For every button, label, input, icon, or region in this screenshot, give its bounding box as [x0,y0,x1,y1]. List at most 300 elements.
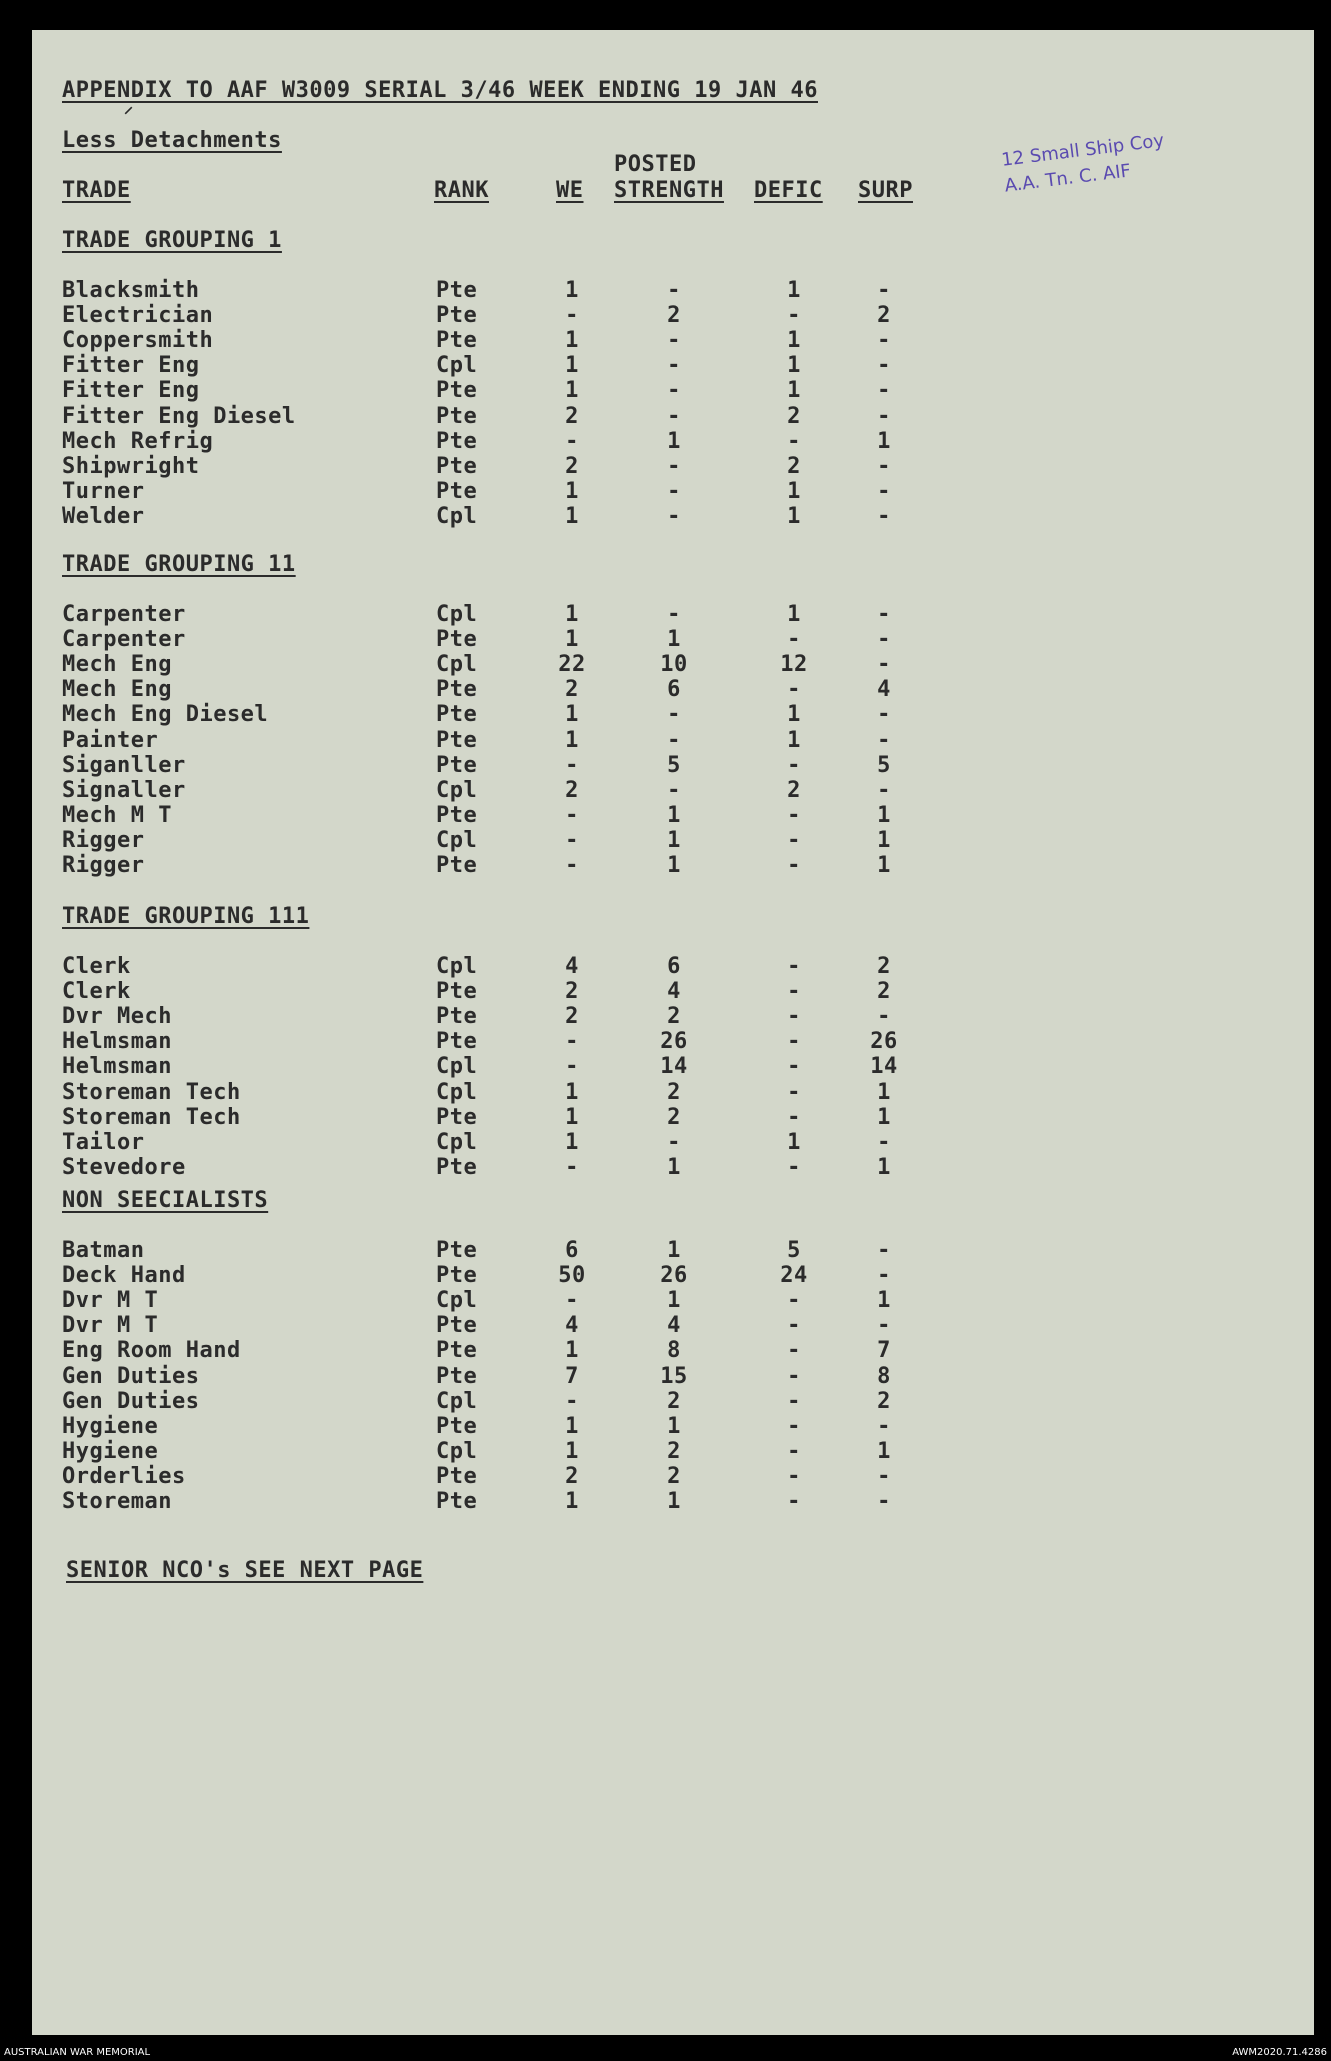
cell-surp: 1 [877,428,891,454]
cell-defic: 1 [787,478,801,504]
cell-posted: - [667,503,681,529]
cell-defic: - [787,428,801,454]
cell-rank: Cpl [436,652,478,678]
table-row [32,652,1314,677]
cell-rank: Cpl [436,353,478,379]
cell-we: 1 [565,702,579,728]
table-row [32,378,1314,403]
cell-trade: Dvr M T [62,1288,159,1314]
table-row [32,1238,1314,1263]
cell-rank: Pte [436,303,478,329]
table-row [32,1054,1314,1079]
cell-defic: 1 [787,602,801,627]
cell-rank: Pte [436,378,478,404]
cell-rank: Pte [436,428,478,454]
table-row [32,753,1314,778]
cell-we: 1 [565,627,579,653]
cell-surp: - [877,1463,891,1489]
cell-posted: 2 [667,303,681,329]
cell-we: 2 [565,1004,579,1030]
cell-posted: 1 [667,1489,681,1514]
cell-posted: 4 [667,1313,681,1339]
cell-we: 2 [565,1463,579,1489]
cell-trade: Mech Eng [62,677,172,703]
cell-posted: 1 [667,428,681,454]
cell-posted: 4 [667,979,681,1005]
cell-posted: 26 [660,1263,688,1289]
cell-trade: Orderlies [62,1463,186,1489]
table-row [32,677,1314,702]
cell-we: 2 [565,403,579,429]
cell-defic: - [787,627,801,653]
cell-trade: Clerk [62,979,131,1005]
cell-we: 1 [565,353,579,379]
cell-we: 50 [558,1263,586,1289]
cell-trade: Batman [62,1238,145,1263]
cell-surp: 7 [877,1338,891,1364]
cell-rank: Pte [436,802,478,828]
cell-posted: 6 [667,954,681,979]
cell-surp: 14 [870,1054,898,1080]
cell-trade: Siganller [62,752,186,778]
cell-trade: Deck Hand [62,1263,186,1289]
cell-defic: 1 [787,1129,801,1155]
cell-rank: Pte [436,1363,478,1389]
cell-rank: Pte [436,1338,478,1364]
cell-trade: Gen Duties [62,1388,200,1414]
table-row [32,1389,1314,1414]
cell-posted: - [667,777,681,803]
cell-defic: 2 [787,453,801,479]
cell-surp: 1 [877,1438,891,1464]
document-page [32,30,1314,2035]
tick-mark: ⸍ [124,104,133,125]
cell-trade: Painter [62,727,159,753]
cell-trade: Stevedore [62,1154,186,1180]
cell-surp: 1 [877,1154,891,1180]
cell-we: - [565,752,579,778]
cell-we: 2 [565,777,579,803]
cell-rank: Pte [436,403,478,429]
col-posted-top: POSTED [614,152,697,177]
document-title: APPENDIX TO AAF W3009 SERIAL 3/46 WEEK ENDING 19 JAN 46 [62,78,818,103]
cell-we: 1 [565,378,579,404]
cell-trade: Helmsman [62,1054,172,1080]
cell-surp: - [877,1313,891,1339]
table-row [32,1313,1314,1338]
cell-defic: - [787,1029,801,1055]
cell-trade: Clerk [62,954,131,979]
cell-rank: Pte [436,752,478,778]
cell-defic: - [787,954,801,979]
cell-rank: Pte [436,853,478,878]
table-row [32,803,1314,828]
cell-we: - [565,1054,579,1080]
table-row [32,602,1314,627]
table-row [32,954,1314,979]
table-row [32,728,1314,753]
cell-surp: - [877,1129,891,1155]
cell-rank: Pte [436,478,478,504]
cell-trade: Dvr Mech [62,1004,172,1030]
document-subtitle: Less Detachments [62,128,282,153]
cell-we: 22 [558,652,586,678]
cell-defic: 2 [787,403,801,429]
cell-rank: Pte [436,278,478,303]
cell-we: 6 [565,1238,579,1263]
cell-defic: - [787,1388,801,1414]
table-row [32,328,1314,353]
cell-surp: - [877,328,891,354]
cell-surp: 2 [877,303,891,329]
cell-posted: - [667,353,681,379]
cell-trade: Storeman [62,1489,172,1514]
table-row [32,778,1314,803]
archive-footer [0,2046,1331,2061]
cell-rank: Pte [436,1154,478,1180]
cell-we: - [565,1388,579,1414]
cell-we: 1 [565,278,579,303]
table-row [32,1263,1314,1288]
table-row [32,1338,1314,1363]
cell-surp: - [877,702,891,728]
cell-we: 2 [565,979,579,1005]
table-row [32,1414,1314,1439]
cell-rank: Cpl [436,1054,478,1080]
cell-defic: 24 [780,1263,808,1289]
table-row [32,1464,1314,1489]
cell-surp: 5 [877,752,891,778]
col-we: WE [556,178,584,203]
cell-we: 1 [565,1438,579,1464]
cell-posted: 8 [667,1338,681,1364]
cell-posted: 1 [667,1154,681,1180]
cell-posted: 1 [667,853,681,878]
cell-posted: 6 [667,677,681,703]
cell-surp: - [877,403,891,429]
cell-trade: Hygiene [62,1438,159,1464]
table-row [32,1489,1314,1514]
table-row [32,979,1314,1004]
cell-we: 1 [565,727,579,753]
cell-trade: Mech M T [62,802,172,828]
cell-rank: Pte [436,328,478,354]
cell-rank: Pte [436,1489,478,1514]
table-row [32,1130,1314,1155]
cell-trade: Tailor [62,1129,145,1155]
cell-rank: Cpl [436,503,478,529]
cell-posted: 1 [667,627,681,653]
table-row [32,454,1314,479]
cell-posted: - [667,328,681,354]
table-row [32,404,1314,429]
cell-trade: Dvr M T [62,1313,159,1339]
cell-we: 1 [565,1413,579,1439]
cell-posted: 2 [667,1438,681,1464]
table-row [32,828,1314,853]
cell-we: 1 [565,1129,579,1155]
cell-surp: 4 [877,677,891,703]
cell-surp: - [877,278,891,303]
cell-posted: 2 [667,1104,681,1130]
cell-we: 4 [565,954,579,979]
table-row [32,1288,1314,1313]
table-row [32,1439,1314,1464]
cell-defic: - [787,1338,801,1364]
cell-rank: Pte [436,1029,478,1055]
group-title: TRADE GROUPING 111 [62,904,310,929]
cell-we: 1 [565,478,579,504]
cell-defic: 2 [787,777,801,803]
cell-rank: Pte [436,1004,478,1030]
cell-trade: Carpenter [62,602,186,627]
cell-trade: Hygiene [62,1413,159,1439]
cell-we: - [565,802,579,828]
cell-defic: 1 [787,328,801,354]
cell-trade: Fitter Eng [62,353,200,379]
col-defic: DEFIC [754,178,823,203]
cell-defic: - [787,1154,801,1180]
cell-trade: Carpenter [62,627,186,653]
cell-defic: - [787,1004,801,1030]
cell-surp: - [877,1489,891,1514]
cell-surp: - [877,1263,891,1289]
cell-posted: - [667,453,681,479]
cell-we: 1 [565,328,579,354]
cell-rank: Cpl [436,1288,478,1314]
cell-trade: Rigger [62,827,145,853]
cell-defic: 1 [787,278,801,303]
table-row [32,353,1314,378]
table-row [32,1155,1314,1180]
cell-rank: Pte [436,1313,478,1339]
table-row [32,702,1314,727]
cell-defic: - [787,827,801,853]
cell-posted: 1 [667,827,681,853]
cell-rank: Pte [436,979,478,1005]
cell-trade: Signaller [62,777,186,803]
cell-we: 2 [565,677,579,703]
footer-note: SENIOR NCO's SEE NEXT PAGE [66,1558,424,1583]
cell-posted: - [667,727,681,753]
cell-posted: 2 [667,1388,681,1414]
cell-defic: - [787,1104,801,1130]
table-row [32,1080,1314,1105]
cell-defic: 1 [787,702,801,728]
cell-surp: - [877,478,891,504]
cell-posted: - [667,602,681,627]
cell-defic: - [787,1313,801,1339]
cell-rank: Cpl [436,954,478,979]
table-row [32,303,1314,328]
cell-defic: 5 [787,1238,801,1263]
cell-rank: Pte [436,1104,478,1130]
cell-we: 4 [565,1313,579,1339]
cell-posted: 15 [660,1363,688,1389]
cell-rank: Cpl [436,827,478,853]
cell-we: 2 [565,453,579,479]
cell-defic: 12 [780,652,808,678]
cell-defic: - [787,677,801,703]
cell-we: - [565,1288,579,1314]
cell-surp: - [877,353,891,379]
cell-rank: Cpl [436,602,478,627]
col-posted-bottom: STRENGTH [614,178,724,203]
cell-surp: 8 [877,1363,891,1389]
table-row [32,1364,1314,1389]
cell-posted: - [667,478,681,504]
cell-rank: Pte [436,1263,478,1289]
cell-defic: 1 [787,503,801,529]
cell-rank: Cpl [436,1129,478,1155]
cell-trade: Turner [62,478,145,504]
cell-trade: Gen Duties [62,1363,200,1389]
cell-trade: Rigger [62,853,145,878]
stamp-line-2: A.A. Tn. C. AIF [1003,160,1133,197]
cell-defic: 1 [787,727,801,753]
cell-rank: Pte [436,1413,478,1439]
cell-surp: 1 [877,827,891,853]
cell-posted: 1 [667,1238,681,1263]
cell-surp: - [877,1413,891,1439]
cell-defic: - [787,853,801,878]
cell-surp: - [877,602,891,627]
cell-we: 1 [565,1338,579,1364]
cell-posted: 1 [667,1288,681,1314]
cell-surp: 2 [877,979,891,1005]
cell-trade: Electrician [62,303,214,329]
cell-we: - [565,853,579,878]
cell-we: 7 [565,1363,579,1389]
cell-we: - [565,303,579,329]
cell-surp: 1 [877,1104,891,1130]
cell-posted: 1 [667,1413,681,1439]
cell-trade: Blacksmith [62,278,200,303]
cell-defic: 1 [787,378,801,404]
cell-rank: Pte [436,702,478,728]
cell-we: - [565,827,579,853]
cell-defic: - [787,1363,801,1389]
cell-trade: Shipwright [62,453,200,479]
cell-surp: - [877,777,891,803]
cell-posted: - [667,403,681,429]
table-row [32,1029,1314,1054]
cell-trade: Storeman Tech [62,1079,241,1105]
group-title: NON SEECIALISTS [62,1188,269,1213]
unit-stamp [1000,128,1169,200]
cell-surp: 1 [877,853,891,878]
cell-rank: Pte [436,627,478,653]
cell-rank: Pte [436,727,478,753]
cell-we: 1 [565,1104,579,1130]
table-row [32,1004,1314,1029]
group-title: TRADE GROUPING 1 [62,228,282,253]
cell-we: 1 [565,1489,579,1514]
cell-trade: Eng Room Hand [62,1338,241,1364]
cell-posted: 2 [667,1079,681,1105]
cell-surp: 1 [877,802,891,828]
cell-posted: 2 [667,1463,681,1489]
cell-trade: Mech Refrig [62,428,214,454]
cell-trade: Coppersmith [62,328,214,354]
cell-trade: Fitter Eng Diesel [62,403,296,429]
cell-posted: 1 [667,802,681,828]
cell-rank: Pte [436,677,478,703]
cell-trade: Mech Eng [62,652,172,678]
cell-posted: 26 [660,1029,688,1055]
table-row [32,479,1314,504]
cell-we: - [565,1154,579,1180]
cell-surp: - [877,453,891,479]
cell-rank: Cpl [436,777,478,803]
cell-posted: - [667,378,681,404]
cell-surp: - [877,652,891,678]
cell-surp: 1 [877,1079,891,1105]
cell-posted: - [667,1129,681,1155]
table-row [32,1105,1314,1130]
cell-trade: Fitter Eng [62,378,200,404]
cell-we: 1 [565,503,579,529]
cell-rank: Pte [436,1463,478,1489]
cell-defic: - [787,1079,801,1105]
cell-surp: - [877,1004,891,1030]
cell-posted: - [667,278,681,303]
cell-defic: - [787,1054,801,1080]
table-row [32,504,1314,529]
cell-surp: 2 [877,954,891,979]
cell-surp: 26 [870,1029,898,1055]
group-title: TRADE GROUPING 11 [62,552,296,577]
col-surp: SURP [858,178,913,203]
cell-defic: - [787,1463,801,1489]
cell-defic: - [787,303,801,329]
cell-posted: 10 [660,652,688,678]
cell-surp: - [877,627,891,653]
cell-rank: Cpl [436,1079,478,1105]
cell-defic: - [787,1438,801,1464]
archive-reference: AWM2020.71.4286 [1232,2047,1327,2058]
table-row [32,853,1314,878]
cell-posted: 2 [667,1004,681,1030]
cell-we: - [565,428,579,454]
cell-surp: 2 [877,1388,891,1414]
table-row [32,627,1314,652]
cell-trade: Helmsman [62,1029,172,1055]
table-row [32,429,1314,454]
col-trade: TRADE [62,178,131,203]
cell-rank: Cpl [436,1438,478,1464]
cell-rank: Pte [436,453,478,479]
cell-rank: Pte [436,1238,478,1263]
cell-trade: Mech Eng Diesel [62,702,269,728]
cell-surp: - [877,503,891,529]
cell-defic: - [787,1489,801,1514]
cell-defic: - [787,752,801,778]
cell-trade: Welder [62,503,145,529]
cell-posted: 14 [660,1054,688,1080]
cell-surp: - [877,1238,891,1263]
cell-surp: - [877,378,891,404]
col-rank: RANK [434,178,489,203]
cell-posted: 5 [667,752,681,778]
cell-defic: - [787,802,801,828]
cell-rank: Cpl [436,1388,478,1414]
cell-surp: - [877,727,891,753]
cell-we: 1 [565,602,579,627]
cell-trade: Storeman Tech [62,1104,241,1130]
cell-posted: - [667,702,681,728]
cell-defic: - [787,979,801,1005]
